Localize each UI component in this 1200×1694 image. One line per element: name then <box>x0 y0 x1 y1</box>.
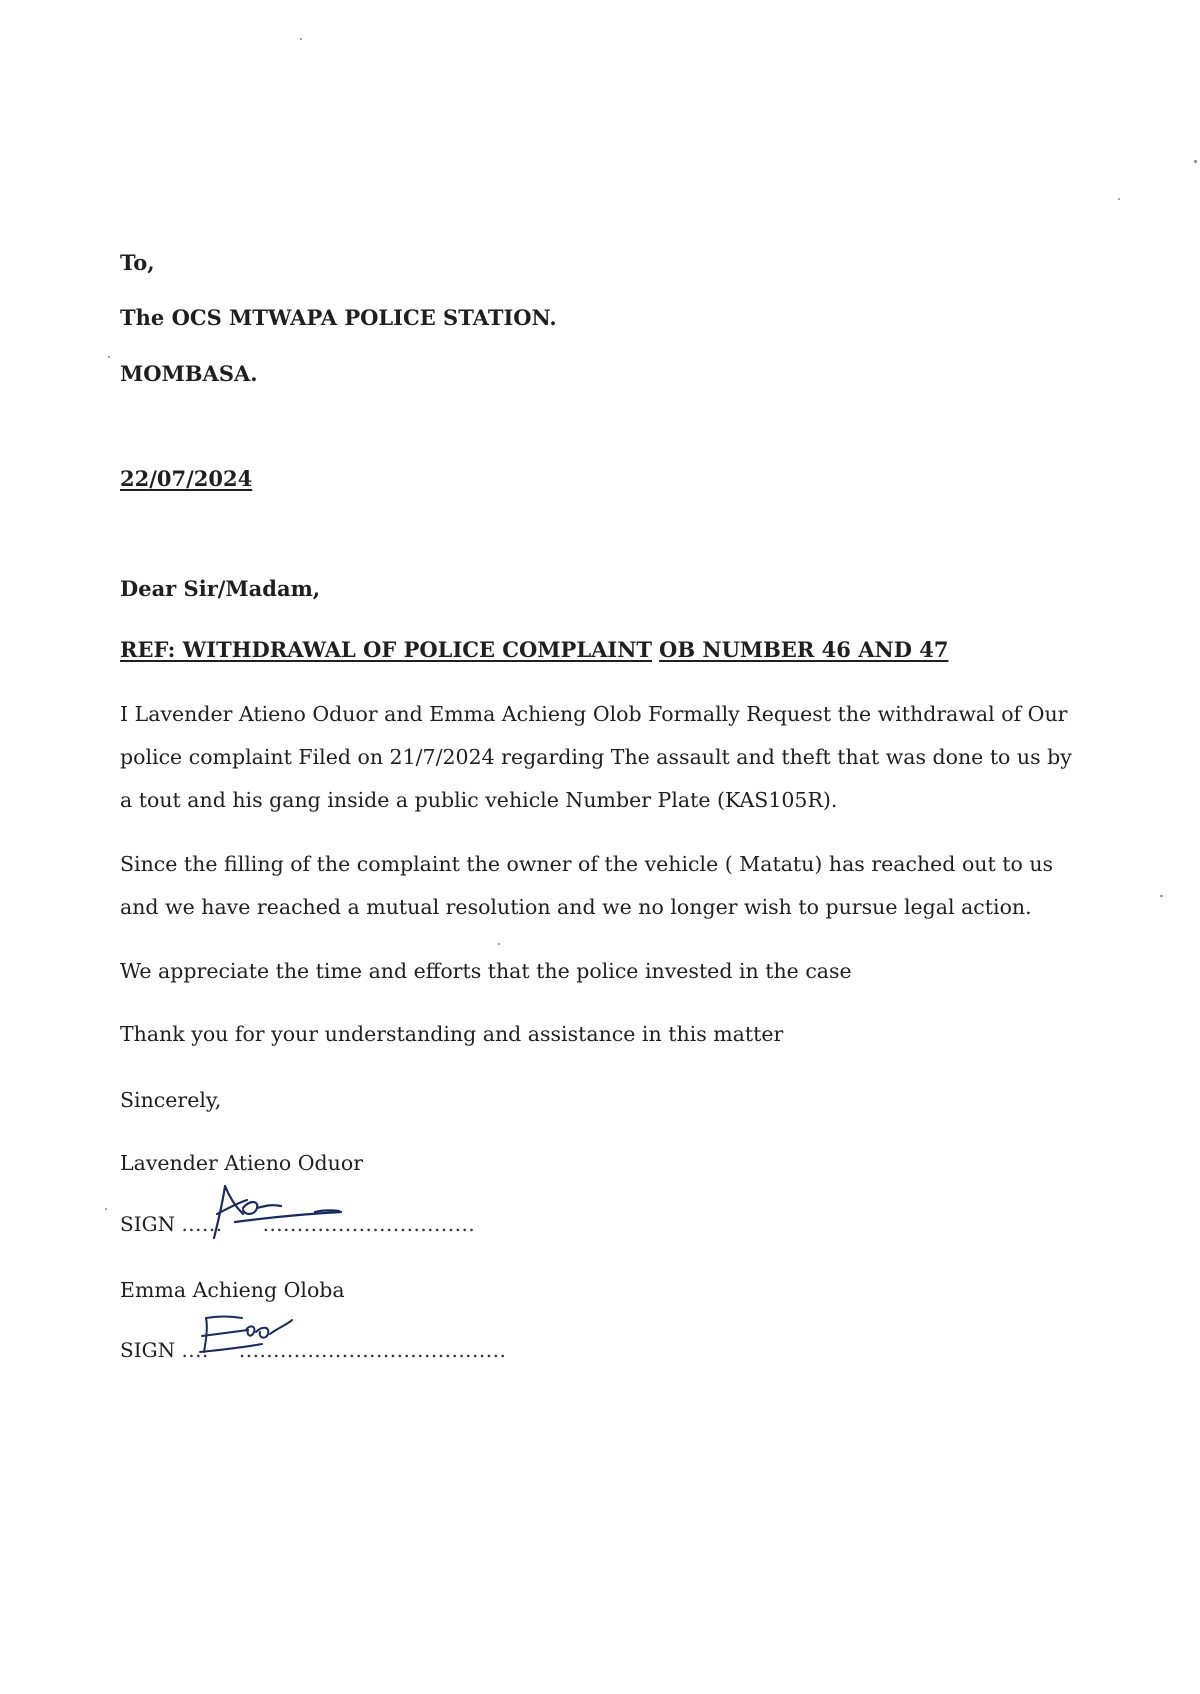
signature-line <box>120 1338 506 1362</box>
recipient-name: The OCS MTWAPA POLICE STATION. <box>120 305 557 330</box>
signature-dots: .... <box>181 1338 209 1362</box>
signature-dots: ...... <box>181 1212 223 1236</box>
paragraph-resolution: Since the filling of the complaint the owner of the vehicle ( Matatu) has reached out to us and we have reached a mutual resolution and we no longer wish to pursue legal action. <box>120 852 1054 919</box>
sign-label: SIGN <box>120 1338 176 1362</box>
reference-ob-number: OB NUMBER 46 AND 47 <box>659 637 949 662</box>
paragraph-request: I Lavender Atieno Oduor and Emma Achieng Olob Formally Request the withdrawal of Our police complaint Filed on 21/7/2024 regarding The assault and theft that was done to us by a tout and his gang inside a public vehicle Number Plate (KAS105R). <box>120 702 1072 812</box>
recipient-city: MOMBASA. <box>120 361 258 386</box>
paragraph-thanks: Thank you for your understanding and assistance in this matter <box>120 1022 784 1046</box>
reference-subject: REF: WITHDRAWAL OF POLICE COMPLAINT <box>120 637 653 662</box>
sign-label: SIGN <box>120 1212 176 1236</box>
scan-speck <box>105 1208 107 1210</box>
signatory-name: Lavender Atieno Oduor <box>120 1151 364 1175</box>
scan-speck <box>108 356 110 358</box>
letter-date: 22/07/2024 <box>120 466 253 491</box>
scan-speck <box>1194 160 1197 163</box>
closing: Sincerely, <box>120 1088 222 1112</box>
recipient-to: To, <box>120 250 155 275</box>
scan-speck <box>1118 198 1120 200</box>
paragraph-appreciation: We appreciate the time and efforts that the police invested in the case <box>120 959 852 983</box>
scan-speck <box>300 38 302 40</box>
reference-line <box>120 637 948 663</box>
salutation: Dear Sir/Madam, <box>120 576 321 601</box>
scan-speck <box>498 943 500 945</box>
signature-line <box>120 1212 475 1236</box>
signature-dots: ............................... <box>262 1212 476 1236</box>
signatory-name: Emma Achieng Oloba <box>120 1278 345 1302</box>
scan-speck <box>1160 895 1163 897</box>
signature-dots: ....................................... <box>238 1338 507 1362</box>
